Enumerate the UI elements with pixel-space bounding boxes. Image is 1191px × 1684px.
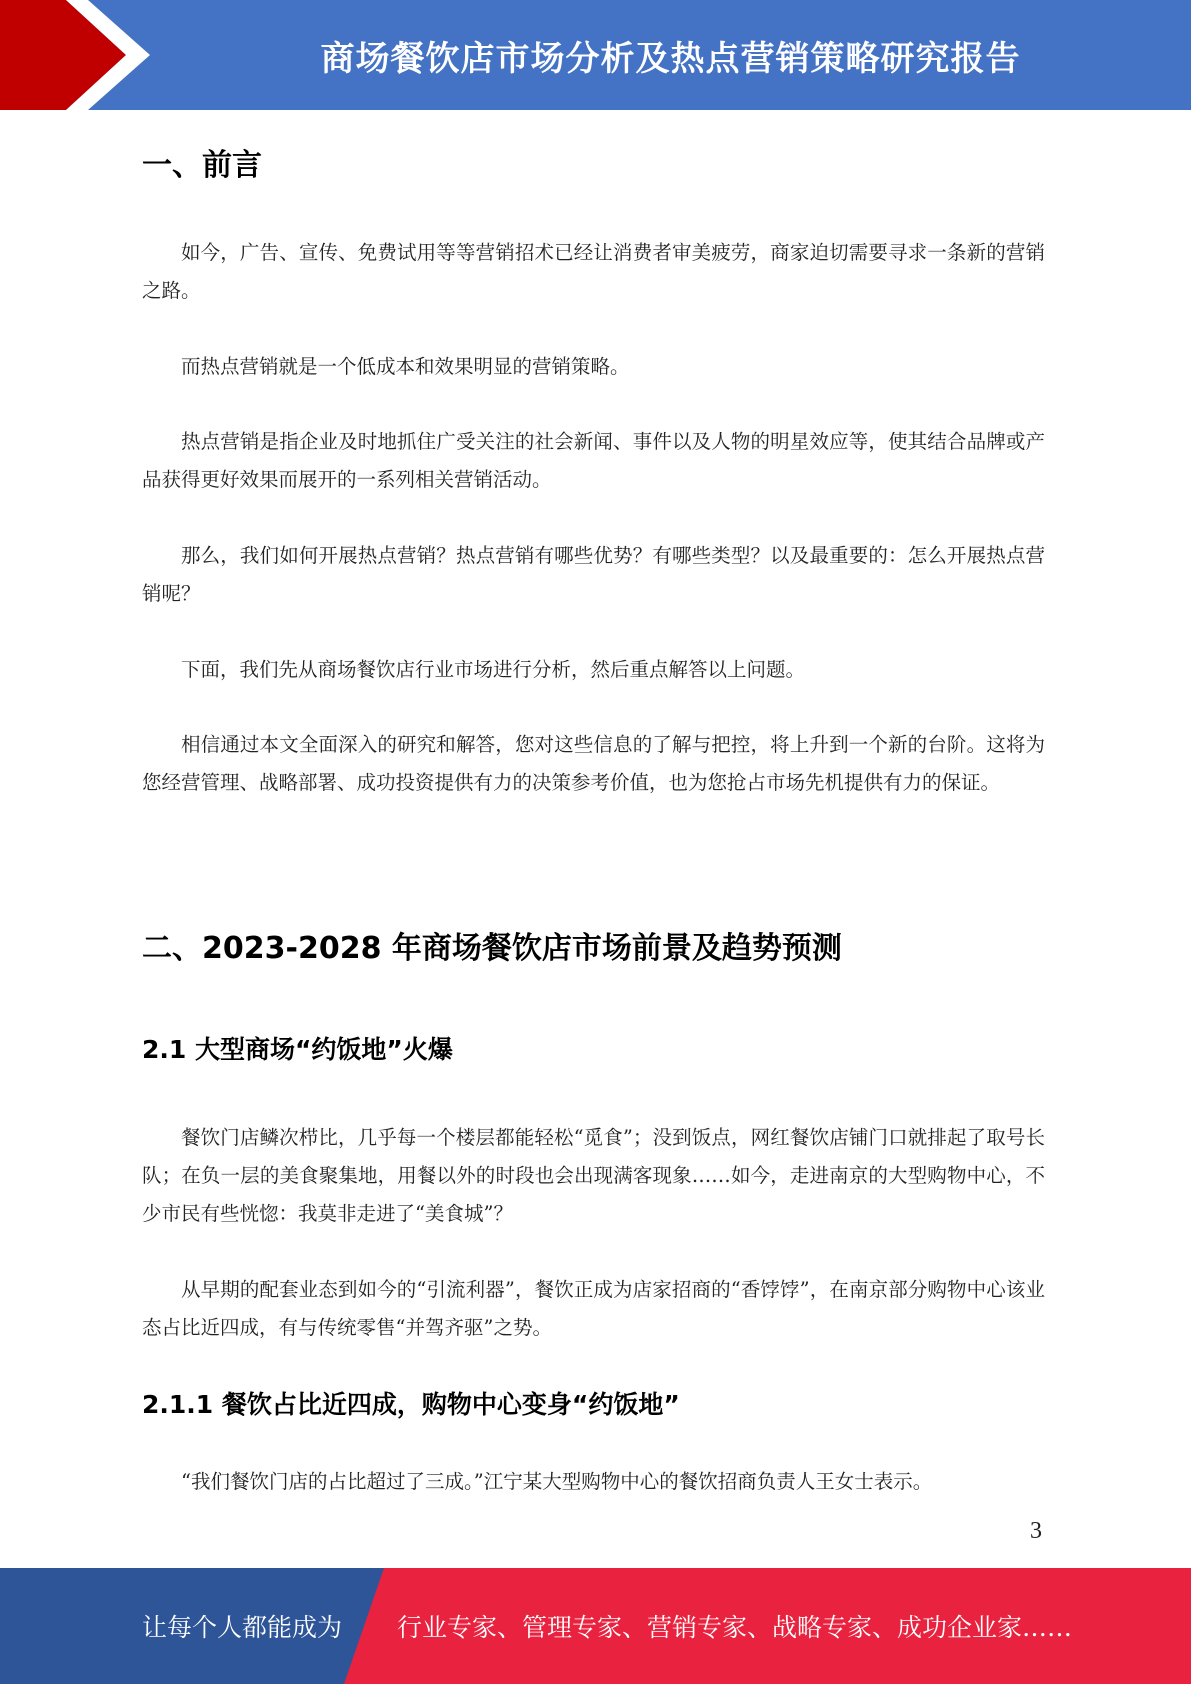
subsection-heading: 2.1.1 餐饮占比近四成，购物中心变身“约饭地” <box>142 1390 680 1419</box>
section-heading-forecast: 二、2023-2028 年商场餐饮店市场前景及趋势预测 <box>142 931 842 966</box>
subsection-heading: 2.1 大型商场“约饭地”火爆 <box>142 1035 453 1064</box>
footer-slogan-right: 行业专家、管理专家、营销专家、战略专家、成功企业家…… <box>397 1613 1073 1642</box>
page-number: 3 <box>1030 1518 1042 1544</box>
footer-slogan-left: 让每个人都能成为 <box>142 1613 343 1642</box>
paragraph: 热点营销是指企业及时地抓住广受关注的社会新闻、事件以及人物的明星效应等，使其结合品牌或产品获得更好效果而展开的一系列相关营销活动。 <box>142 430 1045 491</box>
footer-banner <box>0 1568 1191 1684</box>
header-banner <box>0 0 1191 110</box>
paragraph: 从早期的配套业态到如今的“引流利器”，餐饮正成为店家招商的“香饽饽”，在南京部分购物中心该业态占比近四成，有与传统零售“并驾齐驱”之势。 <box>142 1278 1045 1339</box>
paragraph: 而热点营销就是一个低成本和效果明显的营销策略。 <box>181 355 630 378</box>
paragraph: 相信通过本文全面深入的研究和解答，您对这些信息的了解与把控，将上升到一个新的台阶。这将为您经营管理、战略部署、成功投资提供有力的决策参考价值，也为您抢占市场先机提供有力的保证。 <box>142 733 1045 794</box>
paragraph: “我们餐饮门店的占比超过了三成。”江宁某大型购物中心的餐饮招商负责人王女士表示。 <box>181 1470 933 1493</box>
paragraph: 下面，我们先从商场餐饮店行业市场进行分析，然后重点解答以上问题。 <box>181 658 806 681</box>
document-title: 商场餐饮店市场分析及热点营销策略研究报告 <box>320 38 1021 79</box>
paragraph: 如今，广告、宣传、免费试用等等营销招术已经让消费者审美疲劳，商家迫切需要寻求一条新的营销之路。 <box>142 241 1045 302</box>
section-heading-intro: 一、前言 <box>142 148 262 183</box>
paragraph: 那么，我们如何开展热点营销？热点营销有哪些优势？有哪些类型？以及最重要的：怎么开展热点营销呢？ <box>142 544 1045 605</box>
paragraph: 餐饮门店鳞次栉比，几乎每一个楼层都能轻松“觅食”；没到饭点，网红餐饮店铺门口就排起了取号长队；在负一层的美食聚集地，用餐以外的时段也会出现满客现象……如今，走进南京的大型购物中心，不少市民有些恍惚：我莫非走进了“美食城”？ <box>142 1126 1045 1225</box>
